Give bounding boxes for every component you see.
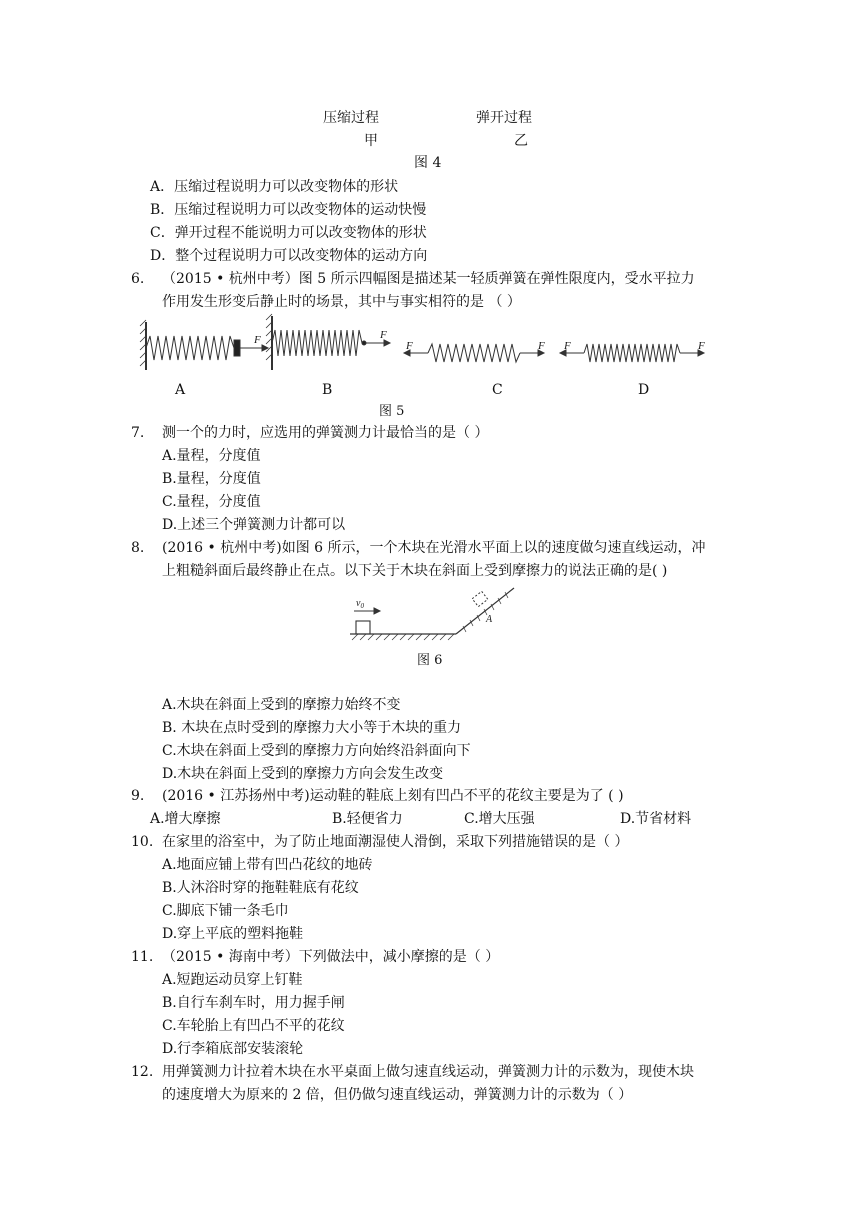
q9-option-d: D.节省材料 — [620, 811, 692, 827]
q7-option-a: A.量程，分度值 — [162, 448, 261, 464]
q11-option-a: A.短跑运动员穿上钉鞋 — [162, 972, 303, 988]
fig5-label-b: B — [322, 382, 333, 398]
q10-number: 10. — [131, 834, 154, 850]
fig6-block-at-a — [472, 591, 488, 606]
q10-option-a: A.地面应铺上带有凹凸花纹的地砖 — [162, 857, 373, 873]
fig6-ground-hatch — [352, 634, 454, 640]
fig5-c-f-left-label: F — [406, 340, 413, 352]
q11-stem: （2015 • 海南中考）下列做法中，减小摩擦的是（ ） — [162, 949, 500, 965]
fig5-d-f-right-label: F — [698, 340, 705, 352]
fig5-label-c: C — [492, 382, 503, 398]
q7-stem: 测一个的力时，应选用的弹簧测力计最恰当的是（ ） — [162, 425, 489, 441]
q7-option-d: D.上述三个弹簧测力计都可以 — [162, 517, 346, 533]
fig4-option-a: A．压缩过程说明力可以改变物体的形状 — [150, 179, 399, 195]
q8-stem-line1: (2016 • 杭州中考)如图 6 所示，一个木块在光滑水平面上以的速度做匀速直线运动，冲 — [162, 540, 706, 556]
q10-stem: 在家里的浴室中，为了防止地面潮湿使人滑倒，采取下列措施错误的是（ ） — [162, 834, 629, 850]
fig4-option-b: B．压缩过程说明力可以改变物体的运动快慢 — [150, 202, 427, 218]
q12-stem-line2: 的速度增大为原来的 2 倍，但仍做匀速直线运动，弹簧测力计的示数为（ ） — [162, 1087, 633, 1103]
q6-stem-line2: 作用发生形变后静止时的场景，其中与事实相符的是 （ ） — [162, 294, 521, 310]
fig6-v0-label: $v_0$ — [356, 598, 364, 610]
q6-number: 6. — [131, 271, 145, 287]
fig4-caption: 图 4 — [414, 155, 442, 171]
fig6-point-a-label: A — [486, 614, 493, 625]
q8-stem-line2: 上粗糙斜面后最终静止在点。以下关于木块在斜面上受到摩擦力的说法正确的是( ) — [162, 563, 668, 579]
q10-option-b: B.人沐浴时穿的拖鞋鞋底有花纹 — [162, 880, 359, 896]
q9-option-c: C.增大压强 — [464, 811, 535, 827]
fig4-label-compress: 压缩过程 — [323, 110, 379, 126]
q11-option-d: D.行李箱底部安装滚轮 — [162, 1041, 304, 1057]
fig4-option-d: D．整个过程说明力可以改变物体的运动方向 — [150, 248, 428, 264]
q8-option-a: A.木块在斜面上受到的摩擦力始终不变 — [162, 697, 401, 713]
fig5-d-f-left-label: F — [564, 340, 571, 352]
q7-option-c: C.量程，分度值 — [162, 494, 261, 510]
fig4-option-c: C．弹开过程不能说明力可以改变物体的形状 — [150, 225, 427, 241]
q9-option-b: B.轻便省力 — [332, 811, 403, 827]
q11-option-c: C.车轮胎上有凹凸不平的花纹 — [162, 1018, 345, 1034]
fig6-block — [356, 621, 370, 634]
q8-option-c: C.木块在斜面上受到的摩擦力方向始终沿斜面向下 — [162, 743, 471, 759]
fig4-label-yi: 乙 — [514, 133, 528, 149]
q8-number: 8. — [131, 540, 145, 556]
fig5-label-a: A — [175, 382, 186, 398]
q8-option-b: B. 木块在点时受到的摩擦力大小等于木块的重力 — [162, 720, 462, 736]
q9-option-a: A.增大摩擦 — [150, 811, 221, 827]
fig6-caption: 图 6 — [417, 653, 443, 668]
fig5-label-d: D — [638, 382, 650, 398]
fig5-c-f-right-label: F — [538, 340, 545, 352]
fig4-label-release: 弹开过程 — [476, 110, 532, 126]
q11-option-b: B.自行车刹车时，用力握手闸 — [162, 995, 345, 1011]
fig5-caption: 图 5 — [379, 404, 405, 419]
q12-stem-line1: 用弹簧测力计拉着木块在水平桌面上做匀速直线运动，弹簧测力计的示数为，现使木块 — [162, 1064, 694, 1080]
q12-number: 12. — [131, 1064, 154, 1080]
q7-option-b: B.量程，分度值 — [162, 471, 261, 487]
q11-number: 11. — [131, 949, 154, 965]
fig5-b-f-label: F — [380, 329, 387, 341]
q7-number: 7. — [131, 425, 145, 441]
q10-option-c: C.脚底下铺一条毛巾 — [162, 903, 289, 919]
fig5-a-f-label: F — [254, 334, 261, 346]
q8-option-d: D.木块在斜面上受到的摩擦力方向会发生改变 — [162, 766, 444, 782]
q10-option-d: D.穿上平底的塑料拖鞋 — [162, 926, 304, 942]
q6-stem-line1: （2015 • 杭州中考）图 5 所示四幅图是描述某一轻质弹簧在弹性限度内，受水平拉力 — [162, 271, 695, 287]
q9-number: 9. — [131, 788, 145, 804]
q9-stem: (2016 • 江苏扬州中考)运动鞋的鞋底上刻有凹凸不平的花纹主要是为了 ( ) — [162, 788, 624, 804]
fig4-label-jia: 甲 — [364, 133, 378, 149]
